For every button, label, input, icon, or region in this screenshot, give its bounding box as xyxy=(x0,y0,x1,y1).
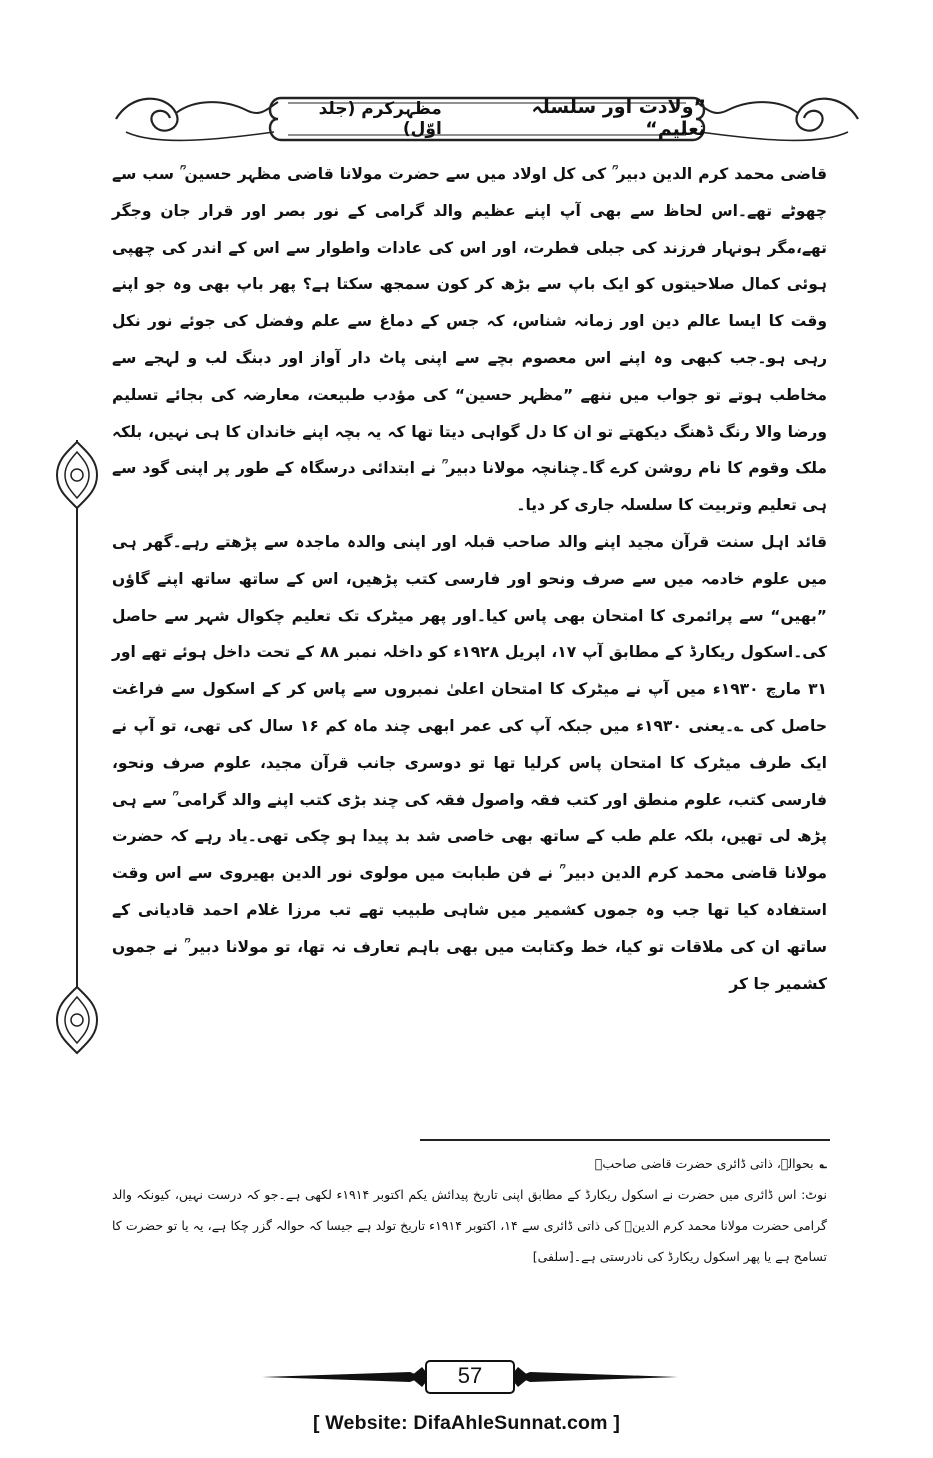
footnote-note: نوٹ: اس ڈائری میں حضرت نے اسکول ریکارڈ کے مطابق اپنی تاریخ پیدائش یکم اکتوبر ۱۹۱۴ء لکھی ہے۔جو کہ درست نہیں، کیونکہ والد گرامی حضرت مولانا محمد کرم الدینؒ کی ذاتی ڈائری سے ۱۴، اکتوبر ۱۹۱۴ء تاریخ تولد ہے جیسا کہ حوالہ گزر چکا ہے، یہ یا تو حضرت کا تسامح ہے یا پھر اسکول ریکارڈ کی نادرستی ہے۔[سلفی] xyxy=(112,1187,827,1264)
footnote-divider xyxy=(420,1139,830,1141)
chapter-title: ”ولادت اور سلسلہ تعلیم“ xyxy=(531,96,706,140)
page-number: 57 xyxy=(457,1363,483,1388)
website-footer: [ Website: DifaAhleSunnat.com ] xyxy=(312,1412,621,1434)
page-number-bar xyxy=(260,1355,680,1399)
paragraph: قائد اہل سنت قرآن مجید اپنے والد صاحب قبلہ اور اپنی والدہ ماجدہ سے پڑھتے رہے۔گھر ہی میں علوم خادمہ میں سے صرف ونحو اور فارسی کتب پڑھیں، اس کے ساتھ ساتھ اپنے گاؤں ”بھیں“ سے پرائمری کا امتحان بھی پاس کیا۔اور پھر میٹرک تک تعلیم چکوال شہر سے حاصل کی۔اسکول ریکارڈ کے مطابق آپ ۱۷، اپریل ۱۹۲۸ء کو داخلہ نمبر ۸۸ کے تحت داخل ہوئے تھے اور ۳۱ مارچ ۱۹۳۰ء میں آپ نے میٹرک کا امتحان اعلیٰ نمبروں سے پاس کر کے اسکول سے فراغت حاصل کی ؎۔یعنی ۱۹۳۰ء میں جبکہ آپ کی عمر ابھی چند ماہ کم ۱۶ سال کی تھی، تو آپ نے ایک طرف میٹرک کا امتحان پاس کرلیا تھا تو دوسری جانب قرآن مجید، علوم صرف ونحو، فارسی کتب، علوم منطق اور کتب فقہ واصول فقہ کی چند بڑی کتب اپنے والد گرامی ؒ سے ہی پڑھ لی تھیں، بلکہ علم طب کے ساتھ بھی خاصی شد بد پیدا ہو چکی تھی۔یاد رہے کہ حضرت مولانا قاضی محمد کرم الدین دبیر ؒ نے فن طبابت میں مولوی نور الدین بھیروی سے اس وقت استفادہ کیا تھا جب وہ جموں کشمیر میں شاہی طبیب تھے تب مرزا غلام احمد قادیانی کے ساتھ ان کی ملاقات تو کیا، خط وکتابت میں بھی باہم تعارف نہ تھا، تو مولانا دبیر ؒ نے جموں کشمیر جا کر xyxy=(112,532,827,993)
footnote-mark: ؎ xyxy=(819,1156,827,1171)
header-title-box xyxy=(286,96,706,140)
main-text xyxy=(112,156,827,1002)
book-title: مظہرکرم (جلد اوّل) xyxy=(318,98,442,139)
page-header xyxy=(96,88,878,150)
footnote-reference-text: بحوالہ، ذاتی ڈائری حضرت قاضی صاحبؒ xyxy=(594,1156,814,1171)
paragraph: قاضی محمد کرم الدین دبیر ؒ کی کل اولاد میں سے حضرت مولانا قاضی مظہر حسین ؒ سب سے چھوٹے تھے۔اس لحاظ سے بھی آپ اپنے عظیم والد گرامی کے نور بصر اور قرار جان وجگر تھے،مگر ہونہار فرزند کی جبلی فطرت، اور اس کی عادات واطوار سے اس کے اندر کی چھپی ہوئی کمال صلاحیتوں کو ایک باپ سے بڑھ کر کون سمجھ سکتا ہے؟ پھر باپ بھی وہ جو اپنے وقت کا ایسا عالم دین اور زمانہ شناس، کہ جس کے دماغ سے علم وفضل کی جوئے نور نکل رہی ہو۔جب کبھی وہ اپنے اس معصوم بچے سے اپنی پاٹ دار آواز اور دبنگ لب و لہجے سے مخاطب ہوتے تو جواب میں ننھے ”مظہر حسین“ کی مؤدب طبیعت، معارضہ کی بجائے تسلیم ورضا والا رنگ ڈھنگ دیکھتے تو ان کا دل گواہی دیتا تھا کہ یہ بچہ اپنے خاندان کا ہی نہیں، بلکہ ملک وقوم کا نام روشن کرے گا۔چنانچہ مولانا دبیر ؒ نے ابتدائی درسگاہ کے طور پر اپنی گود سے ہی تعلیم وتربیت کا سلسلہ جاری کر دیا۔ xyxy=(112,165,827,515)
margin-rule xyxy=(76,440,78,1040)
margin-ornament-icon xyxy=(52,985,102,1055)
footnotes xyxy=(112,1148,827,1272)
margin-ornament-icon xyxy=(52,440,102,510)
footnote-reference xyxy=(112,1148,827,1179)
